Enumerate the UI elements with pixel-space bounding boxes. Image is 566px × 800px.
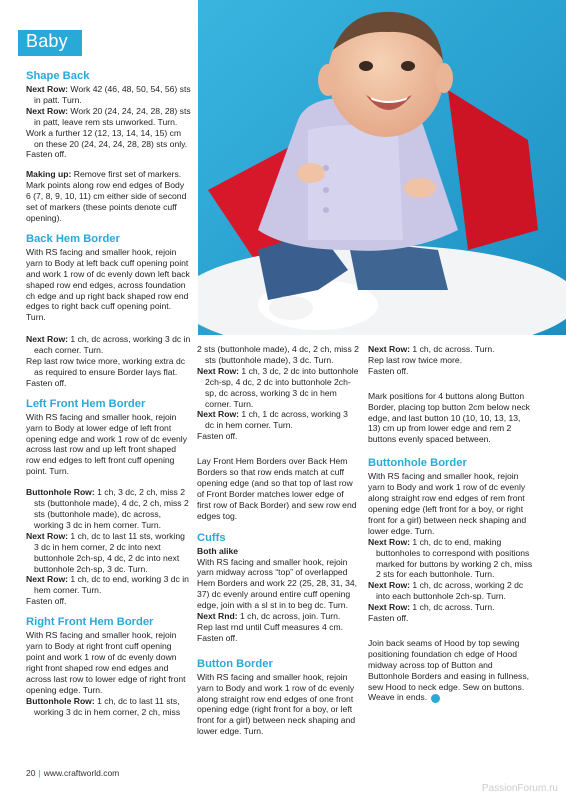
column-1	[26, 70, 191, 717]
baby-illustration	[198, 0, 566, 335]
instruction-row: Work a further 12 (12, 13, 14, 14, 15) cm on these 20 (24, 24, 24, 28, 28) sts only.	[26, 127, 188, 149]
heading-left-front-hem-border: Left Front Hem Border	[26, 397, 146, 410]
instruction-row: Fasten off.	[197, 632, 238, 643]
instruction-row: Rep last row twice more.	[368, 354, 463, 365]
button-border-paragraph: With RS facing and smaller hook, rejoin yarn to Body and work 1 row of dc evenly along straight row end edges of one front opening edge (right front for a boy, or left front for a girl) between neck shaping and lower edge. Turn.	[197, 671, 356, 737]
watermark: PassionForum.ru	[481, 783, 558, 794]
buttonhole-rows	[368, 537, 533, 624]
instruction-row: Next Row: Work 42 (46, 48, 50, 54, 56) sts in patt. Turn.	[26, 84, 191, 105]
heading-right-front-hem-border: Right Front Hem Border	[26, 616, 154, 629]
page-number: 20	[26, 768, 36, 778]
heading-back-hem-border: Back Hem Border	[26, 232, 120, 245]
back-hem-rows	[26, 334, 191, 389]
instruction-row: Next Row: 1 ch, dc to last 11 sts, working 3 dc in hem corner, 2 dc into next buttonhole 2ch-sp, 4 dc, 2 dc into next buttonhole 2ch-sp, 3 dc. Turn.	[26, 530, 185, 574]
back-hem-paragraph: With RS facing and smaller hook, rejoin yarn to Body at left back cuff opening point and work 1 row of dc evenly down left back shaped row end edges, across foundation ch edge and up right back shaped row end edges to right back cuff opening point. Turn.	[26, 246, 190, 323]
weave-line	[368, 692, 533, 703]
heading-buttonhole-border: Buttonhole Border	[368, 457, 467, 470]
shape-back-instructions	[26, 84, 191, 160]
left-front-paragraph: With RS facing and smaller hook, rejoin yarn to Body at lower edge of left front opening edge and work 1 row of dc evenly across last row and up left front shaped row end edges to left front cuff opening point. Turn.	[26, 411, 187, 477]
join-back-paragraph: Join back seams of Hood by top sewing positioning foundation ch edge of Hood midway across top of Button and Buttonhole Borders and easing in fullness, sew Hood to neck edge. Sew on buttons.	[368, 637, 529, 692]
heading-shape-back: Shape Back	[26, 70, 90, 82]
instruction-row: Next Row: 1 ch, dc across, working 3 dc in each corner. Turn.	[26, 334, 191, 356]
making-up-paragraph: Making up: Remove first set of markers. Mark points along row end edges of Body 6 (7, 8, 9, 10, 11) cm either side of second set of markers (these points denote cuff opening).	[26, 169, 187, 223]
mark-positions-paragraph: Mark positions for 4 buttons along Button Border, placing top button 2cm below neck edge, and last button 10 (10, 10, 13, 13, 13) cm up from lower edge and rem 2 buttons evenly spaced between.	[368, 390, 530, 445]
instruction-row: Buttonhole Row: 1 ch, dc to last 11 sts, working 3 dc in hem corner, 2 ch, miss	[26, 695, 181, 717]
section-tab-label: Baby	[26, 31, 68, 51]
right-front-rows-continued	[197, 344, 359, 442]
button-border-rows	[368, 344, 533, 377]
weave-text: Weave in ends.	[368, 692, 428, 703]
instruction-row: 2 sts (buttonhole made), 4 dc, 2 ch, miss 2 sts (buttonhole made), 3 dc. Turn.	[197, 344, 359, 365]
heading-button-border: Button Border	[197, 657, 273, 670]
right-front-paragraph: With RS facing and smaller hook, rejoin yarn to Body at right front cuff opening point and work 1 row of dc evenly down right front shaped row end edges and across last row to lower edge of right front opening edge. Turn.	[26, 630, 186, 695]
instruction-row: Rep last rnd until Cuff measures 4 cm.	[197, 621, 343, 632]
instruction-row: Rep last row twice more, working extra dc as required to ensure Border lays flat.	[26, 356, 186, 377]
instruction-row: Buttonhole Row: 1 ch, 3 dc, 2 ch, miss 2 sts (buttonhole made), 4 dc, 2 ch, miss 2 sts (buttonhole made), dc across, working 3 dc in hem corner. Turn.	[26, 487, 189, 530]
cuffs-subheading: Both alike	[197, 545, 239, 556]
end-mark-icon	[431, 694, 440, 703]
instruction-row: Fasten off.	[26, 149, 67, 160]
footer-site: www.craftworld.com	[43, 768, 120, 778]
instruction-row: Next Row: 1 ch, dc to end, making buttonholes to correspond with positions marked for buttons by working 2 ch, miss 2 sts for each buttonhole. Turn.	[368, 536, 533, 580]
section-tab	[18, 30, 82, 56]
instruction-row: Next Row: 1 ch, dc across, working 2 dc into each buttonhole 2ch-sp. Turn.	[368, 580, 524, 602]
instruction-row: Next Rnd: 1 ch, dc across, join. Turn.	[197, 611, 341, 622]
buttonhole-paragraph: With RS facing and smaller hook, rejoin yarn to Body and work 1 row of dc evenly along straight row end edges of rem front opening edge (left front for a boy, or right front for a girl) between neck shaping and lower edge. Turn.	[368, 471, 527, 536]
instruction-row: Fasten off.	[368, 365, 409, 376]
instruction-row: Next Row: 1 ch, dc to end, working 3 dc in hem corner. Turn.	[26, 574, 189, 596]
column-2	[197, 344, 359, 746]
instruction-row: Fasten off.	[368, 613, 409, 624]
instruction-row: Next Row: 1 ch, 3 dc, 2 dc into buttonhole 2ch-sp, 4 dc, 2 dc into buttonhole 2ch-sp, dc across, working 3 dc in hem corner. Turn.	[197, 365, 359, 409]
cuffs-rows	[197, 611, 359, 644]
footer-separator: |	[38, 768, 41, 778]
lay-front-paragraph: Lay Front Hem Borders over Back Hem Borders so that row ends match at cuff opening edge (and so that top of last row of Front Border matches lower edge of first row of Back Border) and sew row end edges tog.	[197, 456, 357, 521]
page-footer	[26, 768, 119, 778]
heading-cuffs: Cuffs	[197, 531, 226, 544]
instruction-row: Fasten off.	[26, 377, 67, 388]
cuffs-paragraph: With RS facing and smaller hook, rejoin yarn midway across “top” of overlapped Hem Borders and work 22 (25, 28, 31, 34, 37) dc evenly around entire cuff opening edge, join with a sl st in to beg dc. Turn.	[197, 556, 358, 611]
instruction-row: Next Row: Work 20 (24, 24, 24, 28, 28) sts in patt, leave rem sts unworked. Turn.	[26, 105, 191, 127]
instruction-row: Next Row: 1 ch, 1 dc across, working 3 dc in hem corner. Turn.	[197, 409, 348, 431]
baby-photo	[198, 0, 566, 335]
instruction-row: Fasten off.	[26, 596, 67, 607]
column-3	[368, 344, 533, 703]
instruction-row: Next Row: 1 ch, dc across. Turn.	[368, 344, 495, 354]
instruction-row: Fasten off.	[197, 431, 238, 442]
left-front-rows	[26, 487, 191, 607]
instruction-row: Next Row: 1 ch, dc across. Turn.	[368, 602, 495, 613]
